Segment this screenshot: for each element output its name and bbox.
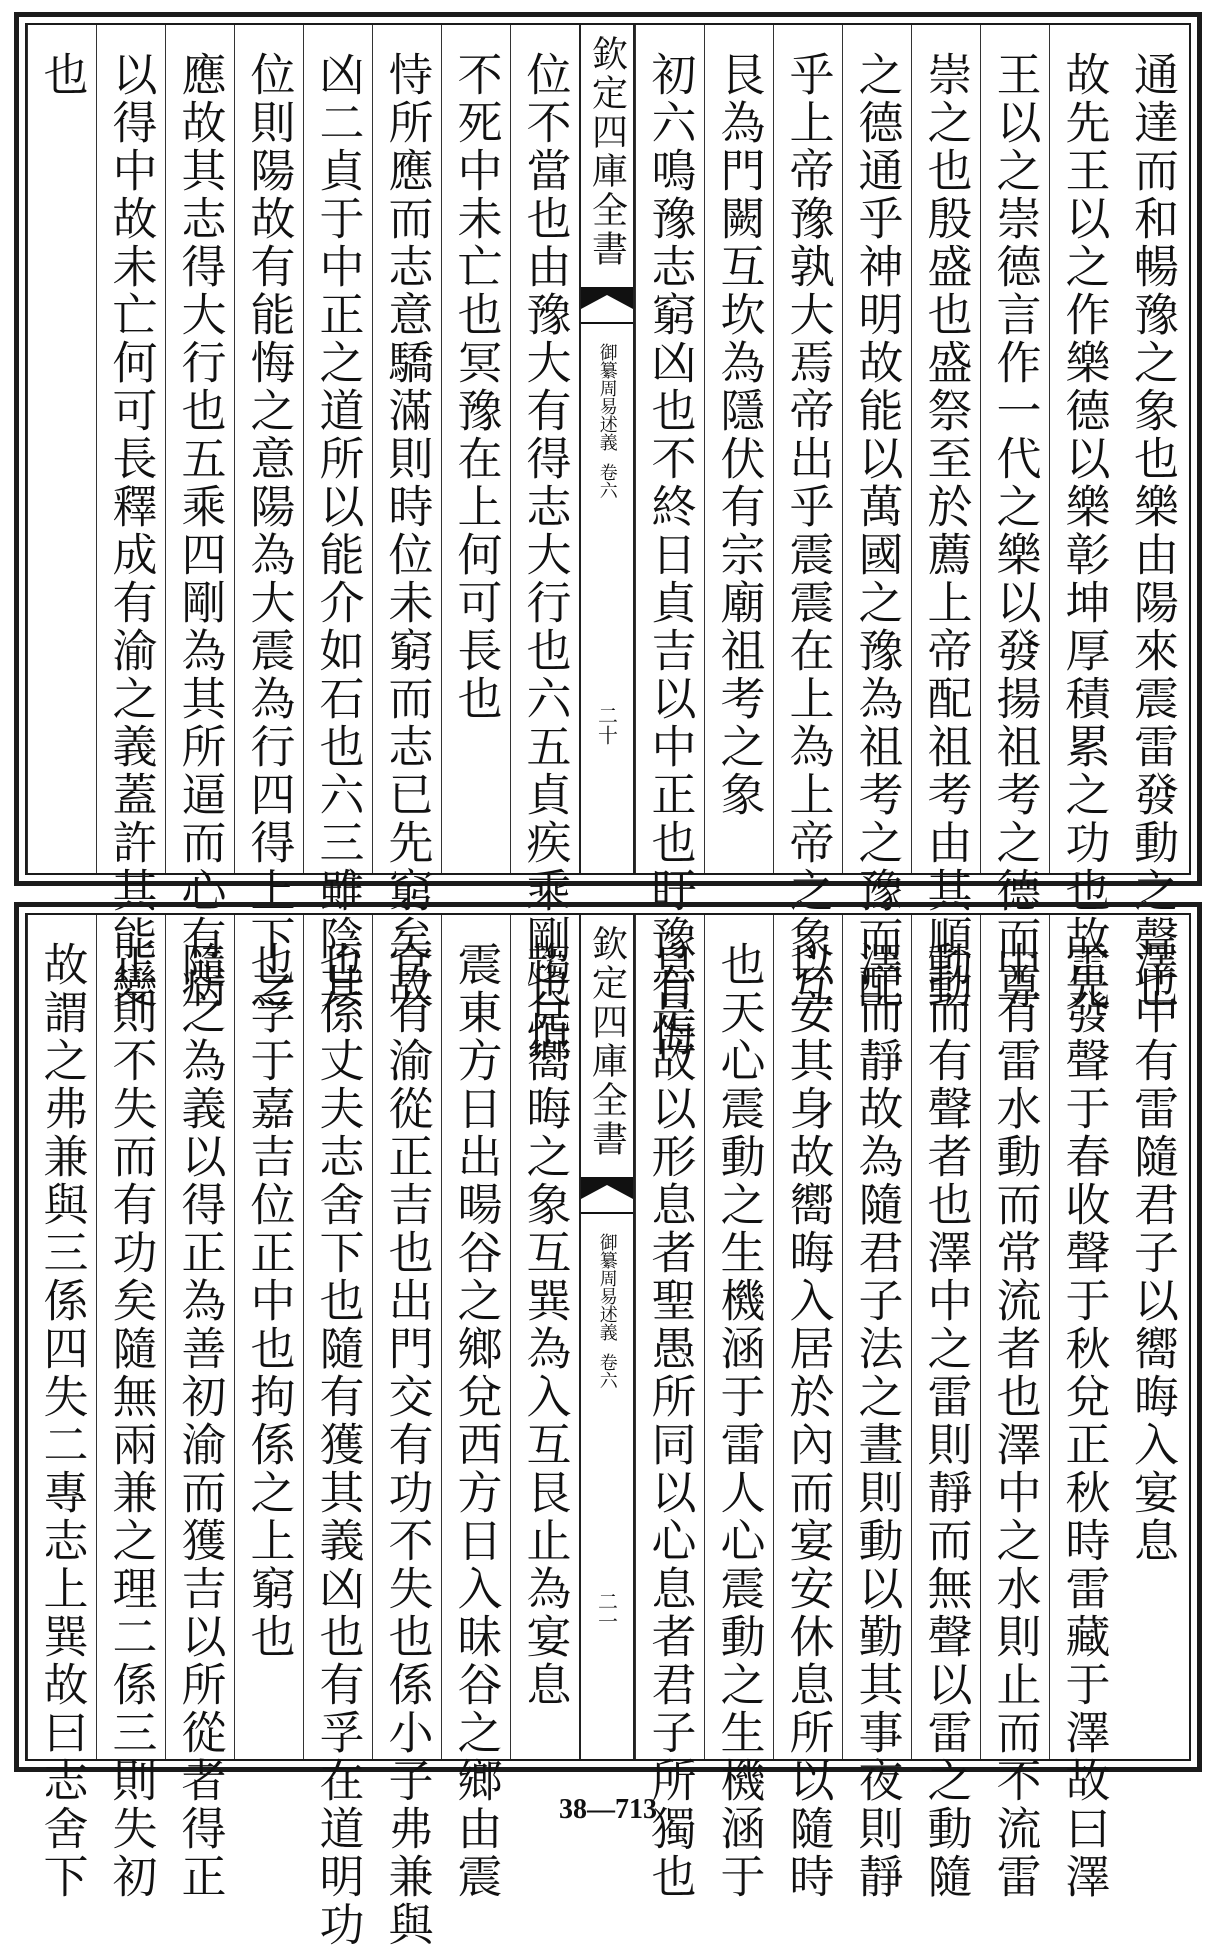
text-column xyxy=(27,915,96,1901)
text-column xyxy=(27,25,96,873)
text-column xyxy=(704,25,773,873)
column-text: 乎上帝豫孰大焉帝出乎震震在上為上帝之象互 xyxy=(781,51,835,1011)
fish-tail-mark-icon xyxy=(581,287,633,327)
juan-number: 卷六 xyxy=(596,463,618,499)
book-title: 欽定四庫全書 xyxy=(586,35,628,269)
column-text: 息是故以形息者聖愚所同以心息者君子所獨也 xyxy=(643,941,697,1901)
fish-tail-spine xyxy=(579,25,635,873)
text-column xyxy=(1049,915,1118,1901)
text-column xyxy=(372,25,441,1011)
column-text: 之德通乎神明故能以萬國之豫為祖考之豫而配 xyxy=(850,51,904,1011)
text-column xyxy=(510,25,579,1059)
column-text: 也天心震動之生機涵于雷人心震動之生機涵于 xyxy=(712,941,766,1901)
column-text: 位不當也由豫大有得志大行也六五貞疾乘剛也恒 xyxy=(518,51,572,1059)
column-text: 澤而靜故為隨君子法之晝則動以勤其事夜則靜 xyxy=(850,941,904,1901)
text-column xyxy=(1118,25,1187,1011)
text-column xyxy=(510,915,579,1759)
column-text: 凶二貞于中正之道所以能介如石也六三雖陰其 xyxy=(311,51,365,1011)
text-column xyxy=(1049,25,1118,1011)
column-text: 艮為門闕互坎為隱伏有宗廟祖考之象 xyxy=(712,51,766,819)
column-text: 官有渝從正吉也出門交有功不失也係小子弗兼與 xyxy=(380,941,434,1949)
page-number: 38—713 xyxy=(559,1794,657,1825)
text-column xyxy=(303,25,372,1011)
column-text: 崇之也殷盛也盛祭至於薦上帝配祖考由其順動 xyxy=(919,51,973,1011)
column-text: 也係丈夫志舍下也隨有獲其義凶也有孚在道明功 xyxy=(311,941,365,1949)
column-text: 雷發聲于春收聲于秋兌正秋時雷藏于澤故曰澤 xyxy=(1057,941,1111,1901)
column-text: 通達而和暢豫之象也樂由陽來震雷發動之聲也 xyxy=(1126,51,1179,1011)
volume-title: 御纂周易述義 xyxy=(596,343,618,451)
text-column xyxy=(980,25,1049,1011)
text-column xyxy=(773,915,842,1901)
text-column xyxy=(441,915,510,1901)
column-text: 以得中故未亡何可長釋成有渝之義蓋許其能變 xyxy=(104,51,158,1011)
column-text: 恃所應而志意驕滿則時位未窮而志已先窮矣故 xyxy=(380,51,434,1011)
column-text: 王以之崇德言作一代之樂以發揚祖考之德而尊 xyxy=(988,51,1042,1011)
fish-tail-mark-icon xyxy=(581,1177,633,1217)
text-column xyxy=(372,915,441,1949)
text-column xyxy=(635,25,704,1059)
text-column xyxy=(165,915,234,1901)
text-column xyxy=(635,915,704,1901)
text-column xyxy=(234,915,303,1759)
text-column xyxy=(441,25,510,873)
column-text: 也孚于嘉吉位正中也拘係之上窮也 xyxy=(242,941,296,1661)
column-text: 不死中未亡也冥豫在上何可長也 xyxy=(449,51,503,723)
book-title: 欽定四庫全書 xyxy=(586,925,628,1159)
volume-title: 御纂周易述義 xyxy=(596,1233,618,1341)
text-column xyxy=(773,25,842,1011)
upper-page-columns xyxy=(25,23,1191,1059)
column-text: 趨兌嚮晦之象互巽為入互艮止為宴息 xyxy=(518,941,572,1709)
text-column xyxy=(911,25,980,1011)
column-text: 位則陽故有能悔之意陽為大震為行四得上下之 xyxy=(242,51,296,1011)
text-column xyxy=(842,915,911,1901)
text-column xyxy=(303,915,372,1949)
text-column xyxy=(704,915,773,1901)
fish-tail-spine xyxy=(579,915,635,1759)
column-text: 中有雷水動而常流者也澤中之水則止而不流雷 xyxy=(988,941,1042,1901)
column-text: 也 xyxy=(35,51,89,99)
column-text: 故謂之弗兼與三係四失二專志上巽故曰志舍下 xyxy=(35,941,89,1901)
text-column xyxy=(980,915,1049,1901)
column-text: 應故其志得大行也五乘四剛為其所逼而心有病 xyxy=(173,51,227,1011)
text-column xyxy=(165,25,234,1011)
leaf-number: 二十 xyxy=(594,705,619,745)
column-text: 震東方日出暘谷之鄉兌西方日入昧谷之鄉由震 xyxy=(449,941,503,1901)
text-column xyxy=(1118,915,1187,1759)
upper-page xyxy=(14,12,1202,1059)
text-column xyxy=(96,25,165,1011)
column-text: 正則不失而有功矣隨無兩兼之理二係三則失初 xyxy=(104,941,158,1901)
juan-number: 卷六 xyxy=(596,1353,618,1389)
column-text: 隨之為義以得正為善初渝而獲吉以所從者得正 xyxy=(173,941,227,1901)
column-text: 故先王以之作樂德以樂彰坤厚積累之功也故先 xyxy=(1057,51,1111,1011)
text-column xyxy=(234,25,303,1011)
text-column xyxy=(911,915,980,1901)
leaf-number: 二一 xyxy=(594,1591,619,1631)
text-column xyxy=(842,25,911,1011)
column-text: 以安其身故嚮晦入居於內而宴安休息所以隨時 xyxy=(781,941,835,1901)
column-text: 初六鳴豫志窮凶也不終日貞吉以中正也盱豫有悔 xyxy=(643,51,697,1059)
text-column xyxy=(96,915,165,1901)
column-text: 動而有聲者也澤中之雷則靜而無聲以雷之動隨 xyxy=(919,941,973,1901)
column-text: 澤中有雷隨君子以嚮晦入宴息 xyxy=(1126,941,1179,1565)
